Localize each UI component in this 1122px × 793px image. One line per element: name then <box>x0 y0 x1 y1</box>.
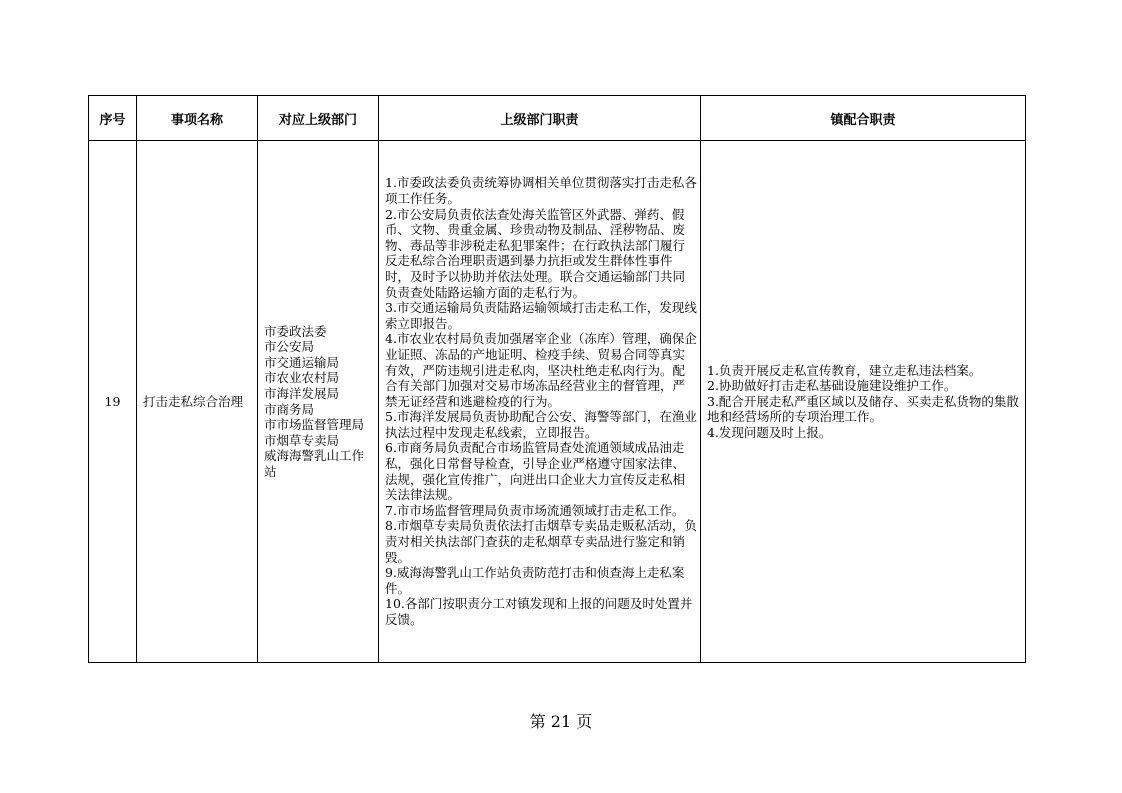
seq-cell: 19 <box>89 141 137 663</box>
town-duty-item: 4.发现问题及时上报。 <box>707 424 832 440</box>
town-duties-cell <box>701 141 1026 663</box>
table-header-row <box>89 96 1026 141</box>
superior-duty-item: 10.各部门按职责分工对镇发现和上报的问题及时处置并反馈。 <box>385 596 693 628</box>
department-item: 市交通运输局 <box>264 354 340 370</box>
department-item: 市公安局 <box>264 339 315 355</box>
header-seq: 序号 <box>89 96 137 141</box>
superior-duty-item: 5.市海洋发展局负责协助配合公安、海警等部门，在渔业执法过程中发现走私线索，立即报告。 <box>385 409 697 440</box>
department-item: 市海洋发展局 <box>264 385 340 401</box>
superior-duties-cell <box>379 141 701 663</box>
superior-duty-item: 9.威海海警乳山工作站负责防范打击和侦查海上走私案件。 <box>385 565 685 596</box>
superior-duty-item: 8.市烟草专卖局负责依法打击烟草专卖品走贩私活动，负责对相关执法部门查获的走私烟草专卖品进行鉴定和销毁。 <box>385 518 697 565</box>
superior-duty-item: 3.市交通运输局负责陆路运输领域打击走私工作，发现线索立即报告。 <box>385 300 697 331</box>
departments-cell <box>258 141 379 663</box>
department-item: 市烟草专卖局 <box>264 432 340 448</box>
town-duty-item: 2.协助做好打击走私基础设施建设维护工作。 <box>707 378 957 394</box>
superior-duty-item: 6.市商务局负责配合市场监管局查处流通领域成品油走私，强化日常督导检查，引导企业严格遵守国家法律、法规，强化宣传推广，向进出口企业大力宣传反走私相关法律法规。 <box>385 440 686 503</box>
header-superior-duties: 上级部门职责 <box>379 96 701 141</box>
department-item: 市委政法委 <box>264 323 327 339</box>
department-item: 威海海警乳山工作站 <box>264 448 365 479</box>
department-item: 市商务局 <box>264 401 315 417</box>
superior-duty-item: 1.市委政法委负责统筹协调相关单位贯彻落实打击走私各项工作任务。 <box>385 175 697 206</box>
superior-duty-item: 2.市公安局负责依法查处海关监管区外武器、弹药、假币、文物、贵重金属、珍贵动物及制品、淫秽物品、废物、毒品等非涉税走私犯罪案件；在行政执法部门履行反走私综合治理职责遇到暴力抗拒或发生群体性事件时，及时予以协助并依法处理。联合交通运输部门共同负责查处陆路运输方面的走私行为。 <box>385 206 686 300</box>
superior-duty-item: 7.市市场监督管理局负责市场流通领域打击走私工作。 <box>385 502 685 518</box>
item-name-cell: 打击走私综合治理 <box>137 141 258 663</box>
superior-duty-item: 4.市农业农村局负责加强屠宰企业（冻库）管理，确保企业证照、冻品的产地证明、检疫手续、贸易合同等真实有效，严防违规引进走私肉，坚决杜绝走私肉行为。配合有关部门加强对交易市场冻品经营业主的督管理，严禁无证经营和逃避检疫的行为。 <box>385 331 697 409</box>
department-item: 市市场监督管理局 <box>264 417 365 433</box>
header-item-name: 事项名称 <box>137 96 258 141</box>
duty-table <box>88 95 1026 663</box>
header-departments: 对应上级部门 <box>258 96 379 141</box>
department-item: 市农业农村局 <box>264 370 340 386</box>
town-duty-item: 3.配合开展走私严重区域以及储存、买卖走私货物的集散地和经营场所的专项治理工作。 <box>707 393 1019 425</box>
table-row <box>89 141 1026 663</box>
page-number: 第 21 页 <box>529 712 593 731</box>
header-town-duties: 镇配合职责 <box>701 96 1026 141</box>
town-duty-item: 1.负责开展反走私宣传教育，建立走私违法档案。 <box>707 362 982 378</box>
